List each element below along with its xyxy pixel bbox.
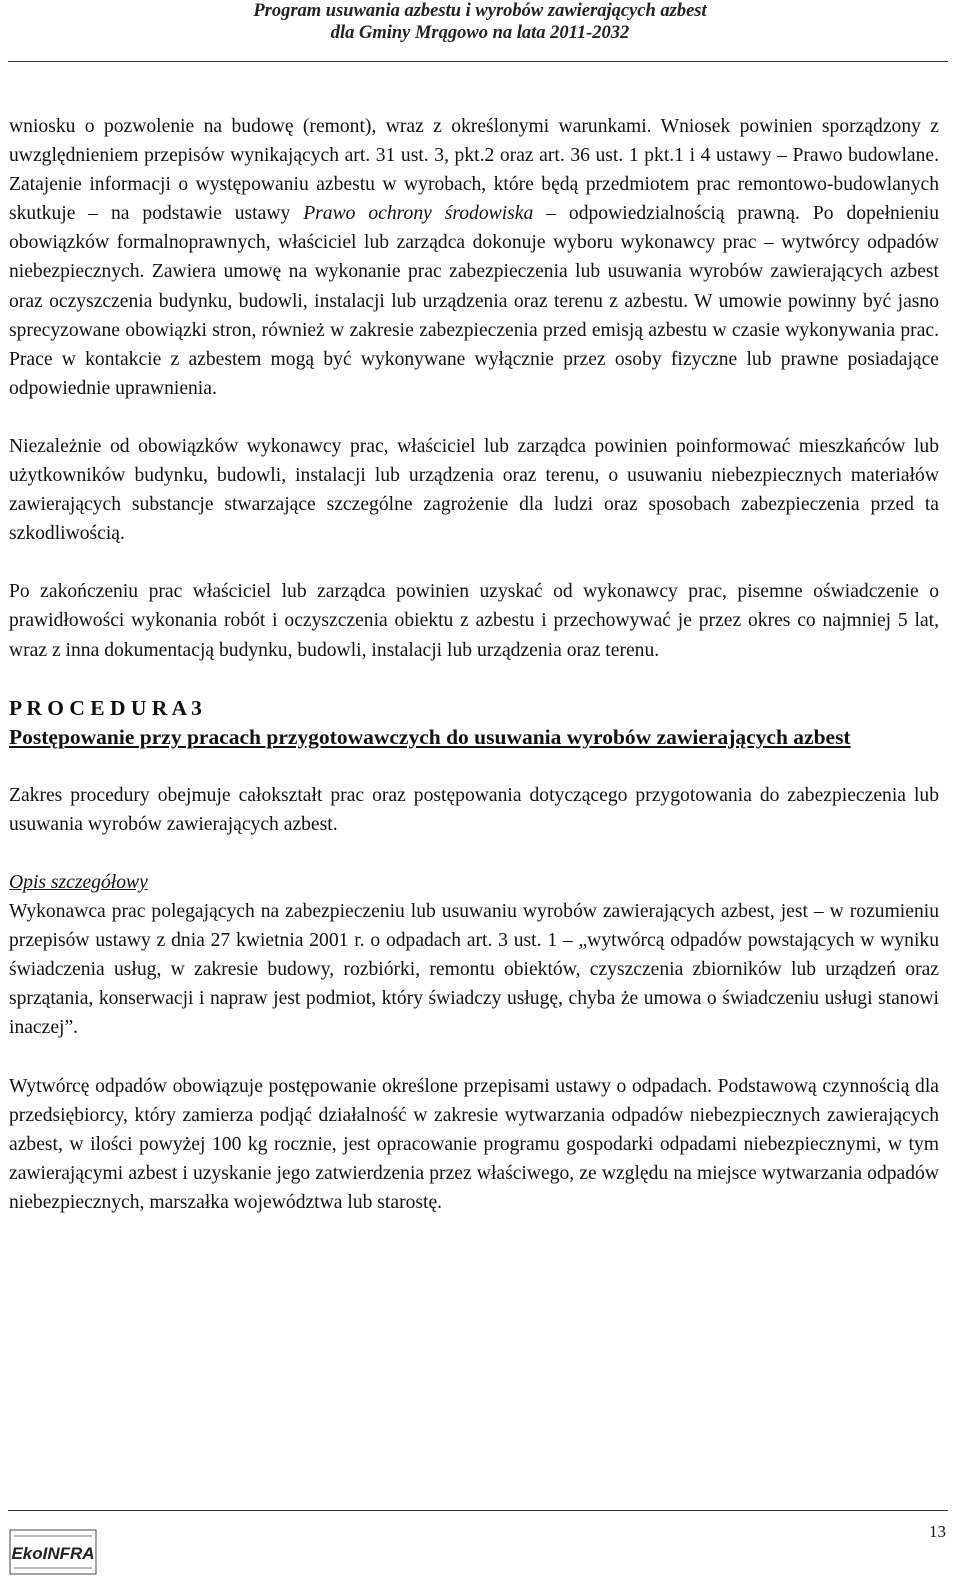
document-body — [9, 112, 939, 1217]
header-title-line2: dla Gminy Mrągowo na lata 2011-2032 — [330, 23, 630, 43]
detail-text: Wykonawca prac polegających na zabezpieczeniu lub usuwaniu wyrobów zawierających azbest, jest – w rozumieniu przepisów ustawy z dnia 27 kwietnia 2001 r. o odpadach art. 3 ust. 1 – „wytwórcą odpadów powstających w wyniku świadczenia usług, w zakresie budowy, rozbiórki, remontu obiektów, czyszczenia zbiorników lub urządzeń oraz sprzątania, konserwacji i napraw jest podmiot, który świadczy usługę, chyba że umowa o świadczeniu usługi stanowi inaczej”. — [9, 901, 939, 1039]
page-number: 13 — [929, 1522, 946, 1541]
procedure-title: Postępowanie przy pracach przygotowawczych do usuwania wyrobów zawierających azbest — [9, 724, 851, 749]
page-header — [0, 0, 960, 44]
ekoinfra-logo — [8, 1524, 98, 1582]
header-rule — [8, 61, 948, 62]
paragraph-notification: Niezależnie od obowiązków wykonawcy prac, właściciel lub zarządca powinien poinformować mieszkańców lub użytkowników budynku, budowli, instalacji lub urządzenia oraz terenu, o usuwaniu niebezpiecznych materiałów zawierających substancje stwarzające szczególne zagrożenie dla ludzi oraz sposobach zabezpieczenia przed ta szkodliwością. — [9, 435, 939, 545]
detail-label: Opis szczegółowy — [9, 871, 148, 893]
paragraph-permit — [9, 112, 939, 403]
paragraph-completion: Po zakończeniu prac właściciel lub zarządca powinien uzyskać od wykonawcy prac, pisemne oświadczenie o prawidłowości wykonania robót i oczyszczenia obiektu z azbestu i przechowywać je przez okres co najmniej 5 lat, wraz z inna dokumentacją budynku, budowli, instalacji lub urządzenia oraz terenu. — [9, 581, 939, 661]
header-title-line1: Program usuwania azbestu i wyrobów zawierających azbest — [253, 1, 707, 21]
svg-text:EkoINFRA: EkoINFRA — [11, 1544, 95, 1563]
paragraph-permit-text-a: wniosku o pozwolenie na budowę (remont), wraz z określonymi warunkami. Wniosek powinien sporządzony z uwzględnieniem przepisów wynikających art. 31 ust. 3, pkt.2 oraz art. 36 ust. 1 pkt.1 i 4 ustawy – Prawo budowlane. Zatajenie informacji o występowaniu azbestu w wyrobach, które będą przedmiotem prac remontowo-budowlanych skutkuje – na podstawie ustawy — [9, 116, 939, 225]
procedure-heading: P R O C E D U R A 3 — [9, 695, 202, 720]
paragraph-permit-text-b: – odpowiedzialnością prawną. Po dopełnieniu obowiązków formalnoprawnych, właściciel lub zarządca dokonuje wyboru wykonawcy prac – wytwórcy odpadów niebezpiecznych. Zawiera umowę na wykonanie prac zabezpieczenia lub usuwania wyrobów zawierających azbest oraz oczyszczenia budynku, budowli, instalacji lub urządzenia oraz terenu z azbestu. W umowie powinny być jasno sprecyzowane obowiązki stron, również w zakresie zabezpieczenia przed emisją azbestu w czasie wykonywania prac. Prace w kontakcie z azbestem mogą być wykonywane wyłącznie przez osoby fizyczne lub prawne posiadające odpowiednie uprawnienia. — [9, 203, 940, 399]
footer-rule — [8, 1510, 948, 1511]
law-title-italic: Prawo ochrony środowiska — [303, 203, 534, 225]
procedure-scope: Zakres procedury obejmuje całokształt prac oraz postępowania dotyczącego przygotowania do zabezpieczenia lub usuwania wyrobów zawierających azbest. — [9, 784, 939, 835]
paragraph-waste-program: Wytwórcę odpadów obowiązuje postępowanie określone przepisami ustawy o odpadach. Podstawową czynnością dla przedsiębiorcy, który zamierza podjąć działalność w zakresie wytwarzania odpadów niebezpiecznych zawierających azbest, w ilości powyżej 100 kg rocznie, jest opracowanie programu gospodarki odpadami niebezpiecznymi, w tym zawierającymi azbest i uzyskanie jego zatwierdzenia przez właściwego, ze względu na miejsce wytwarzania odpadów niebezpiecznych, marszałka województwa lub starostę. — [9, 1075, 939, 1213]
